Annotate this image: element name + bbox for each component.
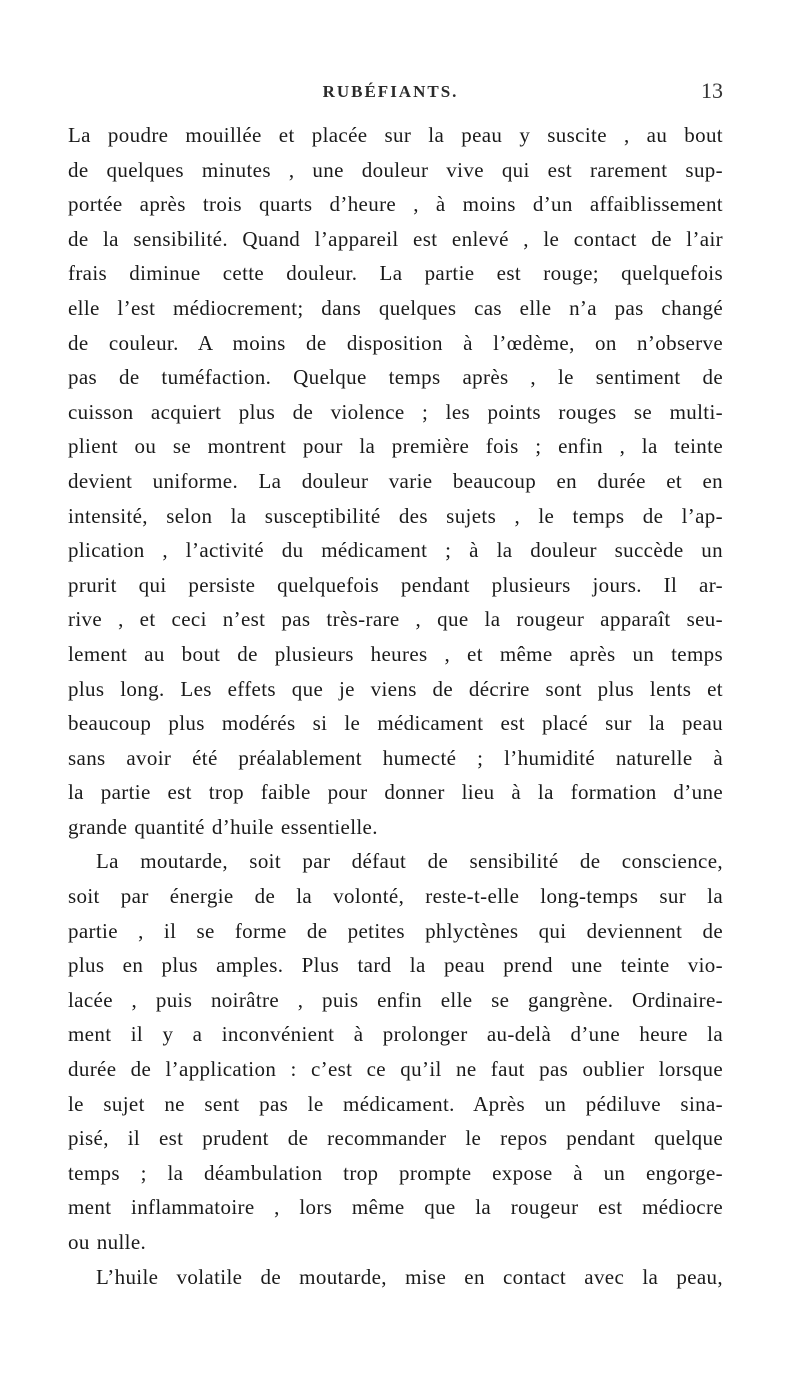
text-line: La poudre mouillée et placée sur la peau y suscite , au bout <box>68 123 723 147</box>
text-line: intensité, selon la susceptibilité des sujets , le temps de l’ap- <box>68 503 723 528</box>
text-line: temps ; la déambulation trop prompte expose à un engorge- <box>68 1160 723 1185</box>
body-text <box>68 118 723 1294</box>
text-line: durée de l’application : c’est ce qu’il ne faut pas oublier lorsque <box>68 1057 723 1082</box>
text-line: le sujet ne sent pas le médicament. Après un pédiluve sina- <box>68 1091 723 1116</box>
text-line: plient ou se montrent pour la première fois ; enfin , la teinte <box>68 434 723 459</box>
paragraph-1 <box>68 118 723 844</box>
text-line: prurit qui persiste quelquefois pendant plusieurs jours. Il ar- <box>68 572 723 597</box>
text-line: de la sensibilité. Quand l’appareil est enlevé , le contact de l’air <box>68 226 723 251</box>
running-head <box>68 78 723 118</box>
text-line: pas de tuméfaction. Quelque temps après , le sentiment de <box>68 365 723 390</box>
text-line: la partie est trop faible pour donner lieu à la formation d’une <box>68 780 723 805</box>
book-page <box>68 78 723 1294</box>
text-line: elle l’est médiocrement; dans quelques cas elle n’a pas changé <box>68 295 723 320</box>
text-line: ment il y a inconvénient à prolonger au-delà d’une heure la <box>68 1022 723 1047</box>
text-line: grande quantité d’huile essentielle. <box>68 814 378 839</box>
text-line: ou nulle. <box>68 1230 147 1254</box>
text-line: plication , l’activité du médicament ; à la douleur succède un <box>68 538 723 563</box>
text-line: portée après trois quarts d’heure , à moins d’un affaiblissement <box>68 192 723 217</box>
text-line: L’huile volatile de moutarde, mise en contact avec la peau, <box>96 1264 723 1289</box>
text-line: frais diminue cette douleur. La partie est rouge; quelquefois <box>68 261 723 286</box>
text-line: rive , et ceci n’est pas très-rare , que la rougeur apparaît seu- <box>68 607 723 632</box>
text-line: lement au bout de plusieurs heures , et même après un temps <box>68 641 723 666</box>
text-line: beaucoup plus modérés si le médicament est placé sur la peau <box>68 711 723 736</box>
text-line: de couleur. A moins de disposition à l’œdème, on n’observe <box>68 330 723 355</box>
text-line: devient uniforme. La douleur varie beaucoup en durée et en <box>68 468 723 493</box>
text-line: sans avoir été préalablement humecté ; l’humidité naturelle à <box>68 745 723 770</box>
text-line: lacée , puis noirâtre , puis enfin elle se gangrène. Ordinaire- <box>68 987 723 1012</box>
page-number: 13 <box>701 78 723 103</box>
text-line: ment inflammatoire , lors même que la rougeur est médiocre <box>68 1195 723 1220</box>
text-line: pisé, il est prudent de recommander le repos pendant quelque <box>68 1126 723 1151</box>
text-line: soit par énergie de la volonté, reste-t-elle long-temps sur la <box>68 884 723 909</box>
text-line: cuisson acquiert plus de violence ; les points rouges se multi- <box>68 399 723 424</box>
text-line: de quelques minutes , une douleur vive qui est rarement sup- <box>68 157 723 182</box>
text-line: partie , il se forme de petites phlyctènes qui deviennent de <box>68 918 723 943</box>
text-line: plus en plus amples. Plus tard la peau prend une teinte vio- <box>68 953 723 978</box>
paragraph-2 <box>68 844 723 1259</box>
running-title: RUBÉFIANTS. <box>322 82 459 101</box>
text-line: plus long. Les effets que je viens de décrire sont plus lents et <box>68 676 723 701</box>
paragraph-3 <box>68 1260 723 1295</box>
text-line: La moutarde, soit par défaut de sensibilité de conscience, <box>96 849 723 874</box>
